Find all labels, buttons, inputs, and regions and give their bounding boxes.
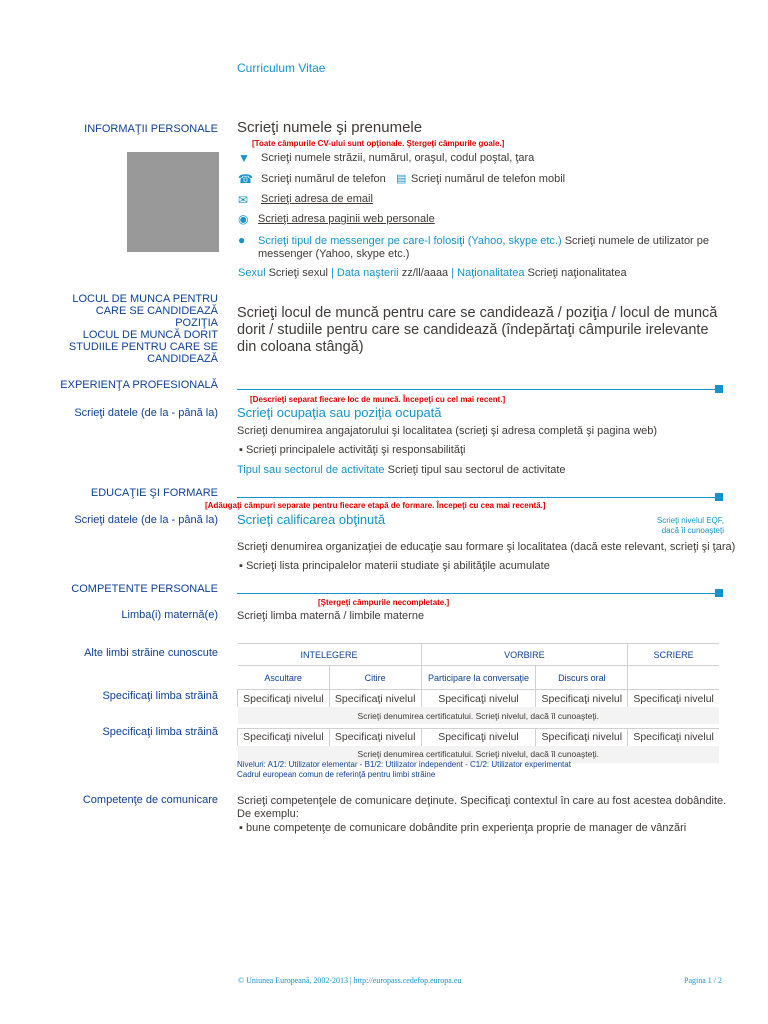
experience-position: Scrieţi ocupaţia sau poziţia ocupată bbox=[237, 405, 442, 420]
sub-writing bbox=[628, 666, 719, 690]
communication-bullet: ▪ bune competenţe de comunicare dobândite prin experienţa proprie de manager de vânzări bbox=[239, 822, 687, 834]
communication-label: Competenţe de comunicare bbox=[82, 794, 218, 806]
mother-tongue-label: Limba(i) maternă(e) bbox=[121, 609, 218, 621]
personal-details-line: Sexul Scrieţi sexul | Data naşterii zz/ll/aaaa | Naţionalitatea Scrieţi naţionalitatea bbox=[238, 267, 627, 279]
language-1-level: Specificaţi nivelul bbox=[628, 690, 719, 708]
email-link[interactable]: Scrieţi adresa de email bbox=[261, 193, 373, 205]
education-dates: Scrieţi datele (de la - până la) bbox=[74, 514, 218, 526]
birth-value: zz/ll/aaaa bbox=[401, 267, 449, 279]
language-1-level: Specificaţi nivelul bbox=[421, 690, 536, 708]
sub-interaction: Participare la conversaţie bbox=[421, 666, 536, 690]
optional-note: [Toate câmpurile CV-ului sunt opţionale. Ştergeţi câmpurile goale.] bbox=[252, 139, 505, 148]
sub-reading: Citire bbox=[329, 666, 421, 690]
skills-note: [Ştergeţi câmpurile necompletate.] bbox=[318, 598, 450, 607]
levels-note: Niveluri: A1/2: Utilizator elementar - B1/2: Utilizator independent - C1/2: Utilizator experimentat Cadrul european comun de referinţă pentru limbi străine bbox=[237, 760, 571, 779]
messenger-value: Scrieţi numele de utilizator pe messenger (Yahoo, skype etc.) bbox=[258, 235, 710, 260]
messenger-icon: ● bbox=[238, 233, 246, 247]
header-understanding: INTELEGERE bbox=[238, 644, 422, 666]
language-table bbox=[237, 643, 719, 763]
nationality-value: Scrieţi naţionalitatea bbox=[527, 267, 627, 279]
target-job-text: Scrieţi locul de muncă pentru care se candidează / poziţia / locul de muncă dorit / studiile pentru care se candidează (îndepărtaţi câmpurile irelevante din coloana stângă) bbox=[237, 305, 718, 355]
header-writing: SCRIERE bbox=[628, 644, 719, 666]
language-2-level: Specificaţi nivelul bbox=[421, 728, 536, 746]
language-1-certificate: Scrieţi denumirea certificatului. Scrieţi nivelul, dacă îl cunoaşteţi. bbox=[238, 707, 720, 724]
language-2-label: Specificaţi limba străină bbox=[102, 726, 218, 738]
experience-heading: EXPERIENŢA PROFESIONALĂ bbox=[60, 379, 218, 391]
language-2-certificate: Scrieţi denumirea certificatului. Scrieţi nivelul, dacă îl cunoaşteţi. bbox=[238, 746, 720, 763]
language-2-level: Specificaţi nivelul bbox=[329, 728, 421, 746]
messenger-line bbox=[258, 235, 720, 261]
web-icon: ◉ bbox=[238, 212, 249, 226]
communication-text: Scrieţi competenţele de comunicare deţinute. Specificaţi contextul în care au fost acestea dobândite. De exemplu: bbox=[237, 795, 727, 820]
photo-placeholder bbox=[127, 152, 219, 252]
sex-label: Sexul bbox=[238, 267, 266, 279]
phone-icon: ☎ bbox=[238, 172, 253, 186]
location-icon: ▼ bbox=[238, 151, 250, 165]
footer-page-number: Pagina 1 / 2 bbox=[684, 976, 722, 985]
name-field: Scrieţi numele şi prenumele bbox=[237, 119, 423, 136]
email-icon: ✉ bbox=[238, 193, 249, 207]
personal-info-heading: INFORMAŢII PERSONALE bbox=[84, 123, 218, 135]
mobile-text: Scrieţi numărul de telefon mobil bbox=[411, 173, 566, 185]
messenger-label: Scrieţi tipul de messenger pe care-l folosiţi (Yahoo, skype etc.) bbox=[258, 235, 562, 247]
web-link[interactable]: Scrieţi adresa paginii web personale bbox=[258, 213, 435, 225]
birth-label: Data naşterii bbox=[336, 267, 399, 279]
language-2-level: Specificaţi nivelul bbox=[238, 728, 330, 746]
experience-dates: Scrieţi datele (de la - până la) bbox=[74, 407, 218, 419]
other-languages-label: Alte limbi străine cunoscute bbox=[84, 647, 218, 659]
skills-heading: COMPETENTE PERSONALE bbox=[71, 583, 218, 595]
education-note: [Adăugaţi câmpuri separate pentru fiecare etapă de formare. Începeţi cu cea mai recentă.] bbox=[205, 501, 546, 510]
cv-title: Curriculum Vitae bbox=[237, 61, 326, 75]
sub-production: Discurs oral bbox=[536, 666, 628, 690]
language-2-level: Specificaţi nivelul bbox=[628, 728, 719, 746]
eqf-level: Scrieţi nivelul EQF, dacă îl cunoaşteţi bbox=[656, 516, 724, 535]
language-1-level: Specificaţi nivelul bbox=[238, 690, 330, 708]
language-1-level: Specificaţi nivelul bbox=[536, 690, 628, 708]
address-text: Scrieţi numele străzii, numărul, oraşul, codul poştal, ţara bbox=[261, 152, 535, 164]
experience-sector: Tipul sau sectorul de activitate Scrieţi tipul sau sectorul de activitate bbox=[237, 464, 566, 476]
experience-note: [Descrieţi separat fiecare loc de muncă. Începeţi cu cel mai recent.] bbox=[250, 395, 506, 404]
skills-rule bbox=[237, 593, 719, 594]
education-organisation: Scrieţi denumirea organizaţiei de educaţie sau formare şi localitatea (dacă este relevant, scrieţi şi ţara) bbox=[237, 541, 736, 553]
sub-listening: Ascultare bbox=[238, 666, 330, 690]
education-heading: EDUCAŢIE ŞI FORMARE bbox=[90, 487, 218, 499]
education-rule-marker bbox=[715, 493, 723, 501]
education-qualification: Scrieţi calificarea obţinută bbox=[237, 512, 386, 527]
experience-employer: Scrieţi denumirea angajatorului şi localitatea (scrieţi şi adresa completă şi pagina web) bbox=[237, 425, 658, 437]
experience-rule-marker bbox=[715, 385, 723, 393]
education-rule bbox=[237, 497, 719, 498]
mobile-icon: ▤ bbox=[396, 173, 407, 185]
skills-rule-marker bbox=[715, 589, 723, 597]
footer-copyright: © Uniunea Europeană, 2002-2013 | http://europass.cedefop.europa.eu bbox=[238, 976, 462, 985]
phone-text: Scrieţi numărul de telefon bbox=[261, 173, 386, 185]
target-job-heading: LOCUL DE MUNCA PENTRU CARE SE CANDIDEAZĂ POZIŢIA LOCUL DE MUNCĂ DORIT STUDIILE PENTRU CARE SE CANDIDEAZĂ bbox=[68, 293, 218, 365]
mother-tongue-value: Scrieţi limba maternă / limbile materne bbox=[237, 610, 425, 622]
nationality-label: Naţionalitatea bbox=[457, 267, 525, 279]
experience-rule bbox=[237, 389, 719, 390]
language-2-level: Specificaţi nivelul bbox=[536, 728, 628, 746]
language-1-label: Specificaţi limba străină bbox=[102, 690, 218, 702]
language-1-level: Specificaţi nivelul bbox=[329, 690, 421, 708]
sex-value: Scrieţi sexul bbox=[268, 267, 328, 279]
experience-activities-item: ▪ Scrieţi principalele activităţi şi responsabilităţi bbox=[239, 444, 466, 456]
header-speaking: VORBIRE bbox=[421, 644, 628, 666]
education-subjects-item: ▪ Scrieţi lista principalelor materii studiate şi abilităţile acumulate bbox=[239, 560, 550, 572]
